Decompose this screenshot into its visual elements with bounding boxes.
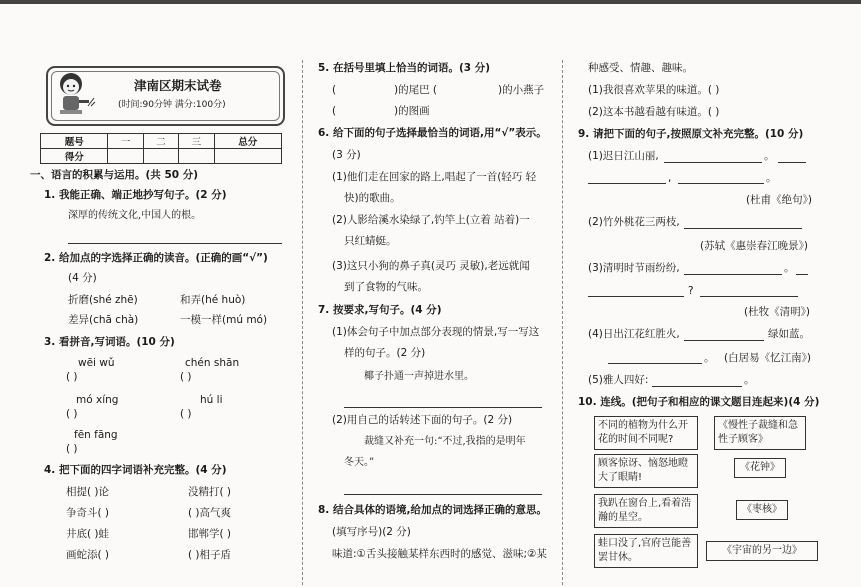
pinyin-label: hú li bbox=[200, 394, 223, 406]
meaning-choice[interactable]: (2)这本书越看越有味道。( ) bbox=[588, 106, 720, 118]
answer-line[interactable] bbox=[608, 363, 702, 364]
poem-line: 绿如蓝。 bbox=[768, 328, 810, 340]
sentence-choice[interactable]: (3)这只小狗的鼻子真(灵巧 灵敏),老远就闻 bbox=[332, 260, 530, 272]
answer-blank[interactable]: ( ) bbox=[180, 408, 192, 420]
pinyin-label: wēi wǔ bbox=[78, 357, 115, 369]
question-10: 10. 连线。(把句子和相应的课文题目连起来)(4 分) bbox=[578, 396, 820, 408]
question-9: 9. 请把下面的句子,按照原文补充完整。(10 分) bbox=[578, 128, 804, 140]
table-cell: 二 bbox=[143, 134, 178, 149]
poem-source: (苏轼《惠崇春江晚景》) bbox=[700, 240, 808, 252]
pinyin-choice[interactable]: 和弄(hé huò) bbox=[180, 294, 246, 306]
answer-blank[interactable]: ( ) bbox=[66, 371, 78, 383]
poem-line: (5)雅人四好: bbox=[588, 374, 649, 386]
sentence-choice[interactable]: (2)人影给溪水染绿了,钓竿上(立着 站着)一 bbox=[332, 214, 530, 226]
answer-line[interactable] bbox=[684, 274, 782, 275]
section-heading: 一、语言的积累与运用。(共 50 分) bbox=[30, 169, 199, 181]
poem-line: (1)迟日江山丽, bbox=[588, 150, 659, 162]
table-row bbox=[41, 134, 282, 149]
column-divider bbox=[562, 60, 563, 585]
answer-line[interactable] bbox=[344, 494, 542, 495]
exam-subtitle: (时间:90分钟 满分:100分) bbox=[118, 100, 226, 110]
answer-line[interactable] bbox=[678, 183, 764, 184]
table-cell[interactable] bbox=[179, 149, 214, 164]
question-5: 5. 在括号里填上恰当的词语。(3 分) bbox=[318, 62, 491, 74]
question-7-part: 样的句子。(2 分) bbox=[344, 347, 426, 359]
blank-phrase[interactable]: )的小燕子 bbox=[498, 84, 545, 96]
answer-blank[interactable]: ( ) bbox=[66, 408, 78, 420]
blank-phrase[interactable]: )的尾巴 ( bbox=[394, 84, 438, 96]
answer-blank[interactable]: ( ) bbox=[66, 443, 78, 455]
column-divider bbox=[302, 60, 303, 585]
sentence-choice[interactable]: (1)他们走在回家的路上,唱起了一首(轻巧 轻 bbox=[332, 171, 537, 183]
sentence-choice: 到了食物的气味。 bbox=[344, 281, 428, 293]
example-sentence: 椰子扑通一声掉进水里。 bbox=[364, 371, 474, 382]
question-6: 6. 给下面的句子选择最恰当的词语,用“√”表示。 bbox=[318, 127, 547, 139]
punctuation: 。 bbox=[764, 150, 775, 162]
question-8: 8. 结合具体的语境,给加点的词选择正确的意思。 bbox=[318, 504, 547, 516]
question-1: 1. 我能正确、端正地抄写句子。(2 分) bbox=[44, 189, 227, 201]
punctuation: 。 bbox=[704, 352, 715, 364]
example-sentence: 冬天。” bbox=[344, 457, 375, 468]
answer-line[interactable] bbox=[68, 243, 282, 244]
table-cell[interactable] bbox=[108, 149, 143, 164]
meaning-choice[interactable]: (1)我很喜欢苹果的味道。( ) bbox=[588, 84, 720, 96]
punctuation: 。 bbox=[744, 374, 755, 386]
matching-sentence-box[interactable]: 蛙口没了,官府岂能善罢甘休。 bbox=[594, 534, 698, 568]
copy-sentence: 深厚的传统文化,中国人的根。 bbox=[68, 210, 202, 221]
pinyin-label: chén shān bbox=[185, 357, 240, 369]
matching-sentence-box[interactable]: 我趴在窗台上,看着浩瀚的星空。 bbox=[594, 494, 698, 528]
poem-line: (2)竹外桃花三两枝, bbox=[588, 216, 680, 228]
answer-line[interactable] bbox=[588, 296, 684, 297]
poem-line: (3)清明时节雨纷纷, bbox=[588, 262, 680, 274]
idiom-item[interactable]: 没精打( ) bbox=[188, 486, 232, 498]
idiom-item[interactable]: 画蛇添( ) bbox=[66, 549, 110, 561]
answer-blank[interactable]: ( ) bbox=[180, 371, 192, 383]
matching-sentence-box[interactable]: 顾客惊讶、恼怒地瞪大了眼睛! bbox=[594, 454, 698, 488]
poem-source: (杜牧《清明》) bbox=[744, 306, 810, 318]
score-table bbox=[40, 133, 282, 164]
matching-sentence-box[interactable]: 不同的植物为什么开花的时间不同呢? bbox=[594, 416, 698, 450]
page-top-edge bbox=[0, 0, 861, 4]
pinyin-choice[interactable]: 一模一样(mú mó) bbox=[180, 314, 268, 326]
pinyin-choice[interactable]: 折磨(shé zhē) bbox=[68, 294, 138, 306]
sentence-choice: 快)的歌曲。 bbox=[344, 192, 401, 204]
table-row bbox=[41, 149, 282, 164]
pinyin-choice[interactable]: 差异(chā chà) bbox=[68, 314, 139, 326]
answer-line[interactable] bbox=[684, 340, 764, 341]
poem-source: (杜甫《绝句》) bbox=[746, 194, 812, 206]
sentence-choice: 只红蜻蜓。 bbox=[344, 235, 397, 247]
table-cell: 题号 bbox=[41, 134, 108, 149]
punctuation: 。 bbox=[784, 262, 795, 274]
table-cell: 总分 bbox=[214, 134, 281, 149]
pinyin-label: fēn fāng bbox=[74, 429, 118, 441]
poem-source: (白居易《忆江南》) bbox=[724, 352, 811, 364]
table-cell[interactable] bbox=[143, 149, 178, 164]
matching-title-box[interactable]: 《枣核》 bbox=[736, 500, 788, 520]
definition-text: 种感受、情趣、趣味。 bbox=[588, 62, 693, 74]
question-6-points: (3 分) bbox=[332, 149, 361, 161]
matching-title-box[interactable]: 《花钟》 bbox=[734, 458, 786, 478]
question-7-part: (2)用自己的话转述下面的句子。(2 分) bbox=[332, 414, 513, 426]
definition-text: 味道:①舌头接触某样东西时的感觉、滋味;②某 bbox=[332, 548, 547, 560]
answer-line[interactable] bbox=[700, 296, 798, 297]
question-2-points: (4 分) bbox=[68, 272, 97, 284]
question-4: 4. 把下面的四字词语补充完整。(4 分) bbox=[44, 464, 227, 476]
idiom-item[interactable]: 井底( )蛙 bbox=[66, 528, 110, 540]
matching-title-box[interactable]: 《宇宙的另一边》 bbox=[706, 541, 818, 561]
exam-title: 津南区期末试卷 bbox=[134, 78, 222, 93]
poem-line: (4)日出江花红胜火, bbox=[588, 328, 680, 340]
table-cell: 三 bbox=[179, 134, 214, 149]
idiom-item[interactable]: 争奇斗( ) bbox=[66, 507, 110, 519]
answer-line[interactable] bbox=[684, 228, 802, 229]
question-7-part: (1)体会句子中加点部分表现的情景,写一写这 bbox=[332, 326, 540, 338]
idiom-item[interactable]: ( )相子盾 bbox=[188, 549, 232, 561]
blank-open: ( bbox=[332, 84, 337, 96]
table-cell: 得分 bbox=[41, 149, 108, 164]
punctuation: 。 bbox=[766, 172, 777, 184]
matching-title-box[interactable]: 《慢性子裁缝和急性子顾客》 bbox=[714, 416, 806, 450]
answer-line[interactable] bbox=[664, 162, 762, 163]
student-cartoon-icon bbox=[52, 70, 96, 116]
answer-line[interactable] bbox=[588, 183, 666, 184]
idiom-item[interactable]: 相提( )论 bbox=[66, 486, 110, 498]
table-cell: 一 bbox=[108, 134, 143, 149]
question-8-points: (填写序号)(2 分) bbox=[332, 526, 411, 538]
answer-line[interactable] bbox=[796, 274, 808, 275]
punctuation: ? bbox=[688, 285, 694, 297]
table-cell[interactable] bbox=[214, 149, 281, 164]
pinyin-label: mó xíng bbox=[76, 394, 119, 406]
question-7: 7. 按要求,写句子。(4 分) bbox=[318, 304, 442, 316]
answer-line[interactable] bbox=[652, 386, 742, 387]
idiom-item[interactable]: ( )高气爽 bbox=[188, 507, 232, 519]
answer-line[interactable] bbox=[344, 407, 542, 408]
example-sentence: 裁缝又补充一句:“不过,我指的是明年 bbox=[364, 436, 526, 447]
punctuation: , bbox=[668, 172, 672, 184]
blank-open: ( bbox=[332, 105, 337, 117]
blank-phrase[interactable]: )的图画 bbox=[394, 105, 430, 117]
answer-line[interactable] bbox=[778, 162, 806, 163]
question-2: 2. 给加点的字选择正确的读音。(正确的画“√”) bbox=[44, 252, 268, 264]
idiom-item[interactable]: 邯郸学( ) bbox=[188, 528, 232, 540]
question-3: 3. 看拼音,写词语。(10 分) bbox=[44, 336, 175, 348]
